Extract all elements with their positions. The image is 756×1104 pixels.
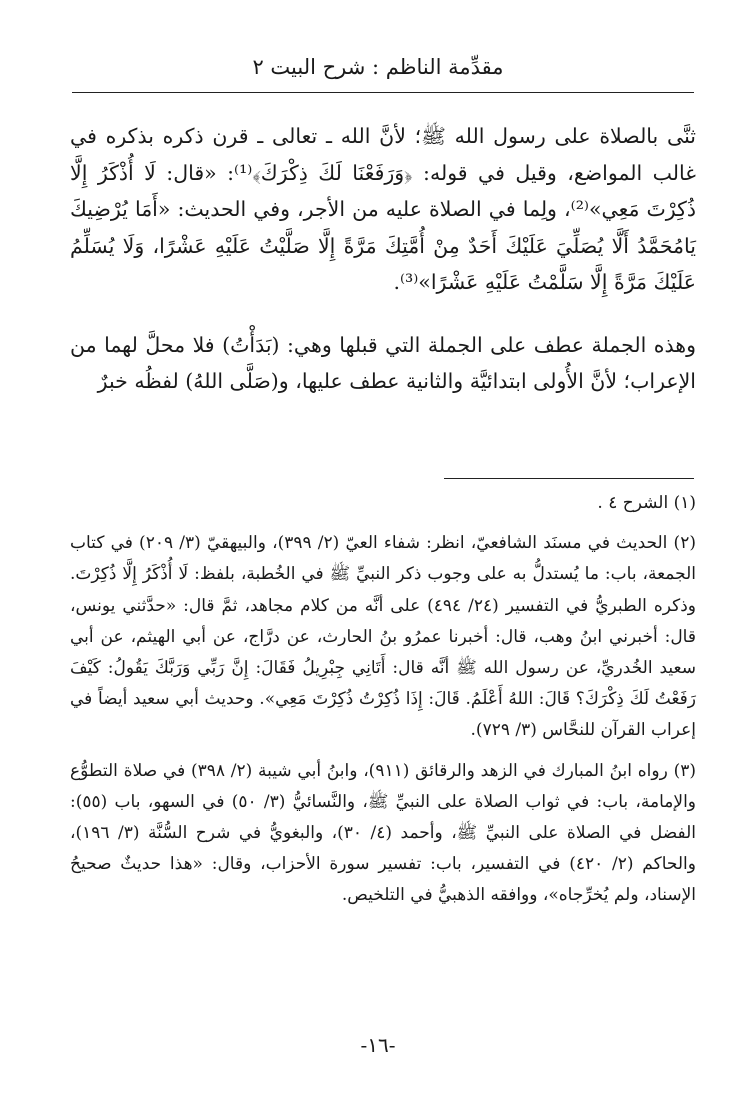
footnotes [70,488,696,912]
header-divider [72,92,694,93]
running-header: مقدِّمة الناظم : شرح البيت ٢ [252,55,504,79]
page-number: -١٦- [360,1033,396,1057]
footnote-2: (٢) الحديث في مسنَد الشافعيّ، انظر: شفاء العيّ (٢/ ٣٩٩)، والبيهقيّ (٣/ ٢٠٩) في كتاب الجمعة، باب: ما يُستدلُّ به على وجوب ذكر النبيِّ ﷺ في الخُطبة، بلفظ: لَا أُذْكَرُ إِلَّا ذُكِرْتَ. وذكره الطبريُّ في التفسير (٢٤/ ٤٩٤) على أنَّه من كلام مجاهد، ثمَّ قال: «حدَّثني يونس، قال: أخبرني ابنُ وهب، قال: أخبرنا عمرُو بنُ الحارث، عن درَّاج، عن أبي الهيثم، عن أبي سعيد الخُدريِّ، عن رسول الله ﷺ أنَّه قال: أَتَانِي جِبْرِيلُ فَقَالَ: إِنَّ رَبِّي وَرَبَّكَ يَقُولُ: كَيْفَ رَفَعْتُ لَكَ ذِكْرَكَ؟ قَالَ: اللهُ أَعْلَمُ. قَالَ: إِذَا ذُكِرْتُ ذُكِرْتَ مَعِي». وحديث أبي سعيد أيضاً في إعراب القرآن للنحَّاس (٣/ ٧٢٩). [70,533,696,741]
footnote-1: (١) الشرح ٤ . [597,493,696,513]
footnote-3: (٣) رواه ابنُ المبارك في الزهد والرقائق (٩١١)، وابنُ أبي شيبة (٢/ ٣٩٨) في صلاة التطوُّع والإمامة، باب: في ثواب الصلاة على النبيِّ ﷺ، والنَّسائيُّ (٣/ ٥٠) في السهو، باب (٥٥): الفضل في الصلاة على النبيِّ ﷺ، وأحمد (٤/ ٣٠)، والبغويُّ في شرح السُّنَّة (٣/ ١٩٦)، والحاكم (٢/ ٤٢٠) في التفسير، باب: تفسير سورة الأحزاب، وقال: «هذا حديثٌ صحيحُ الإسناد، ولم يُخرِّجاه»، ووافقه الذهبيُّ في التلخيص. [70,760,697,906]
main-text [70,118,696,400]
body-paragraph: وهذه الجملة عطف على الجملة التي قبلها وهي: (بَدَأْتُ) فلا محلَّ لهما من الإعراب؛ لأنَّ الأُولى ابتدائيَّة والثانية عطف عليها، و(صَلَّى اللهُ) لفظُه خبرٌ [70,332,696,393]
footnote-divider [444,478,694,479]
body-paragraph: ثنَّى بالصلاة على رسول الله ﷺ؛ لأنَّ الله ـ تعالى ـ قرن ذكره بذكره في غالب المواضع، وقيل في قوله: ﴿وَرَفَعْنَا لَكَ ذِكْرَكَ﴾⁽¹⁾: «قال: لَا أُذْكَرُ إِلَّا ذُكِرْتَ مَعِي»⁽²⁾، ولِما في الصلاة عليه من الأجر، وفي الحديث: «أَمَا يُرْضِيكَ يَامُحَمَّدُ أَلَّا يُصَلِّيَ عَلَيْكَ أَحَدٌ مِنْ أُمَّتِكَ مَرَّةً إِلَّا صَلَّيْتُ عَلَيْهِ عَشْرًا، وَلَا يُسَلِّمُ عَلَيْكَ مَرَّةً إِلَّا سَلَّمْتُ عَلَيْهِ عَشْرًا»⁽³⁾. [70,124,697,294]
